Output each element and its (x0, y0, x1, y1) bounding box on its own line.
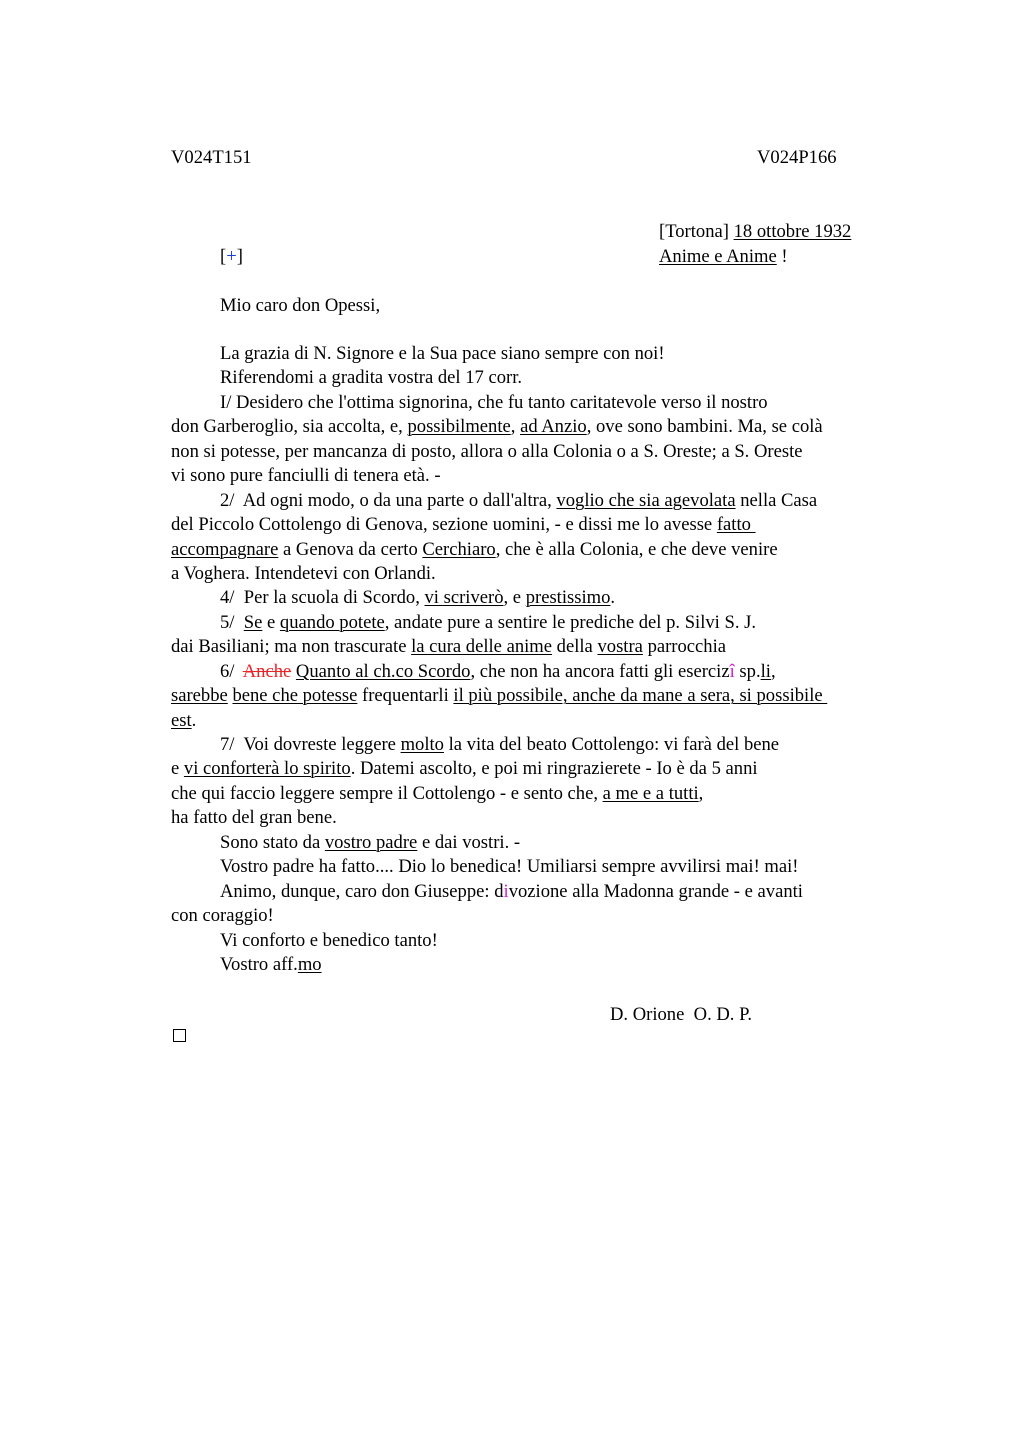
text: Vostro aff. (220, 953, 298, 975)
underlined-text: vostro padre (324, 831, 418, 853)
text: . (610, 587, 616, 609)
underlined-text: il più possibile, anche da mane a sera, si possibile (453, 685, 828, 707)
underlined-text: Cerchiaro (422, 538, 496, 560)
body-line (171, 757, 911, 781)
underlined-text: possibilmente (407, 416, 511, 438)
underlined-text: vostra (597, 636, 643, 658)
body-line: Vi conforto e benedico tanto! (220, 929, 438, 951)
text: dai Basiliani; ma non trascurate (171, 636, 412, 658)
underlined-text: li (760, 660, 771, 682)
body-line (171, 953, 911, 977)
text: , che non ha ancora fatti gli eserciz (470, 660, 730, 682)
underlined-text: accompagnare (171, 538, 279, 560)
body-line: a Voghera. Intendetevi con Orlandi. (171, 562, 436, 584)
text: 5/ (220, 611, 244, 633)
salutation: Mio caro don Opessi, (220, 295, 381, 316)
correction-mark: î (729, 660, 735, 682)
deleted-text: Anche (242, 660, 292, 682)
text: e (171, 758, 184, 780)
text: vozione alla Madonna grande - e avanti (508, 880, 803, 902)
motto-text: Anime e Anime (659, 246, 777, 267)
text: , ove sono bambini. Ma, se colà (586, 416, 823, 438)
text: , (510, 416, 521, 438)
text: sp. (734, 660, 761, 682)
bracket-open: [ (220, 246, 227, 267)
body-line (171, 660, 911, 684)
underlined-text: est (171, 709, 192, 731)
text: 7/ Voi dovreste leggere (220, 734, 401, 755)
underlined-text: ad Anzio (520, 416, 587, 438)
body-line: Vostro padre ha fatto.... Dio lo benedica! Umiliarsi sempre avvilirsi mai! mai! (220, 856, 799, 878)
body-line (171, 733, 911, 757)
body-line (171, 415, 911, 439)
body-line: La grazia di N. Signore e la Sua pace siano sempre con noi! (220, 343, 665, 364)
body-line (171, 538, 911, 562)
body-line (171, 782, 911, 806)
underlined-text: fatto (716, 514, 756, 536)
underlined-text: a me e a tutti (602, 782, 699, 804)
cross-icon: + (226, 246, 237, 267)
underlined-text: Se (243, 611, 263, 633)
body-line (171, 709, 911, 733)
dateline (659, 220, 851, 244)
text: e dai vostri. - (417, 831, 521, 853)
text: Sono stato da (220, 831, 325, 853)
text: la vita del beato Cottolengo: vi farà del bene (443, 734, 780, 755)
underlined-text: vi scriverò (424, 587, 504, 609)
text: nella Casa (735, 489, 818, 511)
letter-body (171, 342, 911, 977)
text: 4/ Per la scuola di Scordo, (220, 587, 425, 609)
text: della (552, 636, 598, 658)
text: frequentarli (357, 685, 454, 707)
body-line (171, 513, 911, 537)
text: . (191, 709, 197, 731)
signature: D. Orione O. D. P. (610, 1004, 753, 1025)
underlined-text: prestissimo (525, 587, 611, 609)
body-line: vi sono pure fanciulli di tenera età. - (171, 465, 441, 487)
dateline-date: 18 ottobre 1932 (733, 221, 852, 242)
motto (659, 245, 788, 269)
text: a Genova da certo (278, 538, 423, 560)
body-line: non si potesse, per mancanza di posto, allora o alla Colonia o a S. Oreste; a S. Oreste (171, 440, 803, 462)
end-box-icon (173, 1029, 186, 1042)
text: , e (503, 587, 526, 609)
bracket-close: ] (236, 246, 243, 267)
text: parrocchia (642, 636, 727, 658)
text: 6/ (220, 660, 243, 682)
underlined-text: la cura delle anime (411, 636, 553, 658)
body-line (171, 586, 911, 610)
body-line: con coraggio! (171, 905, 274, 927)
text: del Piccolo Cottolengo di Genova, sezione uomini, - e dissi me lo avesse (171, 514, 717, 536)
text: , che è alla Colonia, e che deve venire (495, 538, 778, 560)
underlined-text: bene che potesse (232, 685, 358, 707)
text: e (262, 611, 280, 633)
text: , (770, 660, 776, 682)
body-line (171, 684, 911, 708)
text: 2/ Ad ogni modo, o da una parte o dall'altra, (220, 489, 557, 511)
motto-end: ! (776, 246, 788, 267)
text: , andate pure a sentire le prediche del p. Silvi S. J. (384, 611, 756, 633)
underlined-text: mo (297, 953, 322, 975)
text: , (698, 782, 704, 804)
document-code-left: V024T151 (171, 147, 252, 168)
correction-mark: i (503, 880, 509, 902)
text: che qui faccio leggere sempre il Cottolengo - e sento che, (171, 782, 603, 804)
cross-mark (220, 245, 243, 269)
body-line (171, 489, 911, 513)
dateline-place: [Tortona] (659, 221, 729, 242)
text: Animo, dunque, caro don Giuseppe: d (220, 880, 504, 902)
underlined-text: vi conforterà lo spirito (183, 758, 351, 780)
underlined-text: sarebbe (171, 685, 228, 707)
body-line: I/ Desidero che l'ottima signorina, che fu tanto caritatevole verso il nostro (220, 391, 768, 413)
body-line (171, 611, 911, 635)
document-code-right: V024P166 (757, 147, 837, 168)
underlined-text: molto (400, 734, 444, 755)
body-line (171, 831, 911, 855)
underlined-text: Quanto al ch.co Scordo (295, 660, 471, 682)
body-line: ha fatto del gran bene. (171, 807, 337, 829)
text: . Datemi ascolto, e poi mi ringrazierete - Io è da 5 anni (350, 758, 758, 780)
text: don Garberoglio, sia accolta, e, (171, 416, 408, 438)
underlined-text: voglio che sia agevolata (556, 489, 736, 511)
underlined-text: quando potete (279, 611, 385, 633)
body-line (171, 880, 911, 904)
body-line: Riferendomi a gradita vostra del 17 corr. (220, 367, 523, 389)
body-line (171, 635, 911, 659)
